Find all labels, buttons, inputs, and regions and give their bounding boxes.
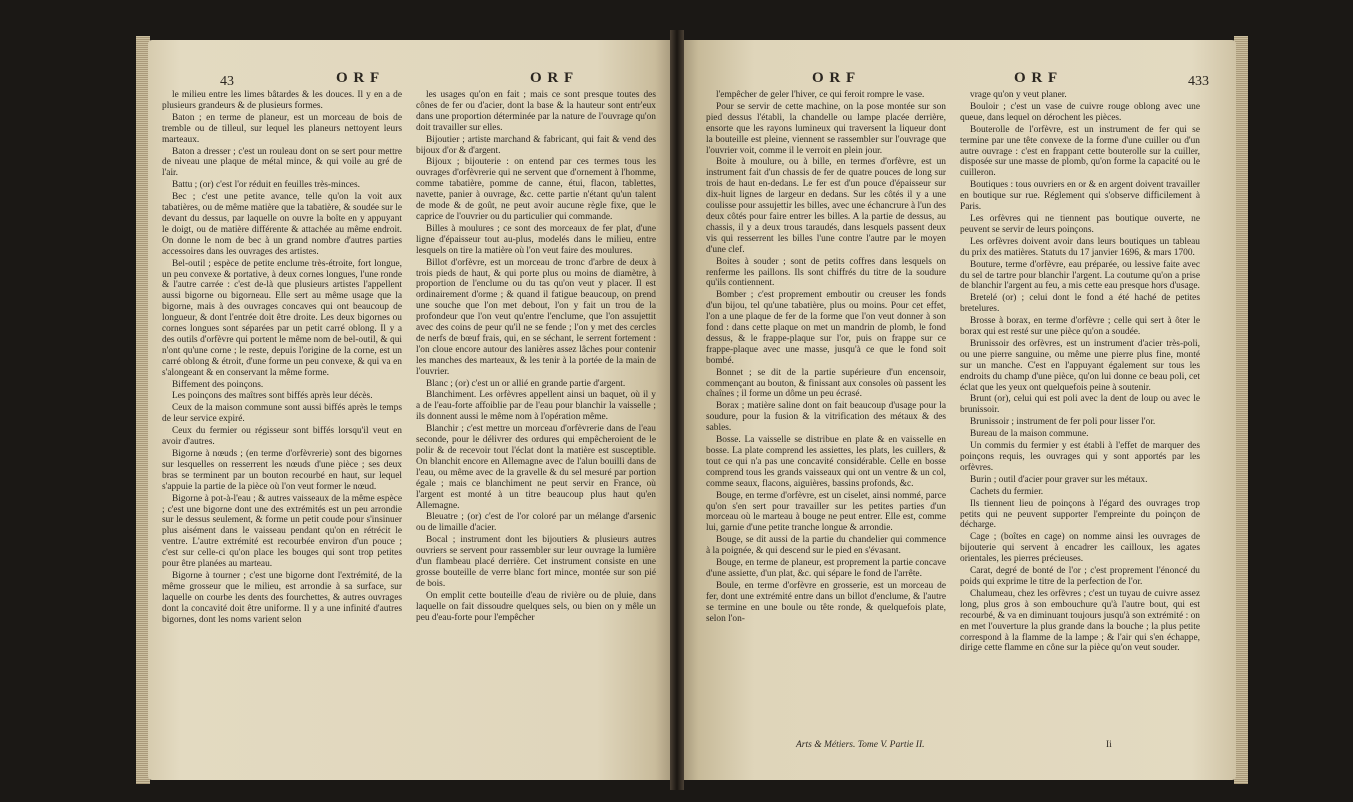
text-paragraph: Bel-outil ; espèce de petite enclume très-étroite, fort longue, un peu convexe & portative, à deux cornes longues, l'une ronde & l'autre carrée : c'est de-là que plusieurs artistes l'appellent aussi bigorne ou bigorneau. Elle sert au même usage que la bigorne, mais à des ouvrages concaves qui ont beaucoup de longueur, & dont l'entrée doit être droite. Les deux bigornes ou cornes longues sont séparées par un petit carré oblong. Il y a des outils d'orfèvre qui portent le même nom de bel-outil, & qui n'ont qu'une corne ; le reste, depuis l'origine de la corne, est un carré oblong & étroit, d'une forme un peu convexe, & qui va en s'alongeant & en conservant la même forme. <box>162 258 402 378</box>
text-paragraph: On emplit cette bouteille d'eau de rivière ou de pluie, dans laquelle on fait dissoudre quelques sels, ou bien on y mêle un peu d'eau-forte pour l'empêcher <box>416 590 656 623</box>
right-text-columns <box>706 90 1200 740</box>
text-paragraph: Boutiques : tous ouvriers en or & en argent doivent travailler en boutique sur rue. Réglement qui s'observe difficilement à Paris. <box>960 180 1200 213</box>
text-paragraph: Bigorne à tourner ; c'est une bigorne dont l'extrémité, de la même grosseur que le milieu, est arrondie à sa surface, sur laquelle on courbe les dents des fourchettes, & autres ouvrages dont la concavité doit être uniforme. Il y a une infinité d'autres bigornes, dont les noms varient selon <box>162 570 402 625</box>
signature-mark: Ii <box>1106 740 1112 750</box>
text-paragraph: le milieu entre les limes bâtardes & les douces. Il y en a de plusieurs grandeurs & de plusieurs formes. <box>162 90 402 111</box>
text-paragraph: Bouge, se dit aussi de la partie du chandelier qui commence à la poignée, & qui descend sur le pied en s'évasant. <box>706 535 946 557</box>
text-paragraph: Blanchir ; c'est mettre un morceau d'orfèvrerie dans de l'eau seconde, pour le délivrer des ordures qui empêcheroient de le polir & de recevoir tout l'éclat dont la matière est susceptible. On blanchit encore en Allemagne avec de l'alun bouilli dans de l'eau, ou même avec de la gravelle & du sel mesuré par portion égale ; mais ce blanchiment ne peut servir en France, où l'argent est monté à un titre beaucoup plus haut qu'en Allemagne. <box>416 424 656 511</box>
left-page <box>148 40 676 780</box>
text-paragraph: Les orfèvres doivent avoir dans leurs boutiques un tableau du prix des matières. Statuts du 17 janvier 1696, & mars 1700. <box>960 236 1200 258</box>
text-paragraph: Bureau de la maison commune. <box>970 429 1089 440</box>
text-paragraph: Boule, en terme d'orfèvre en grosserie, est un morceau de fer, dont une extrémité entre dans un billot d'enclume, & l'autre se termine en une boule ou tête ronde, & quelquefois plate, selon l'on- <box>706 580 946 624</box>
text-paragraph: Bouterolle de l'orfèvre, est un instrument de fer qui se termine par une tête convexe de la forme d'une cuiller ou d'un autre ouvrage : c'est en frappant cette bouterolle sur la cuiller, disposée sur une masse de plomb, qu'on forme la capacité ou le cuilleron. <box>960 124 1200 179</box>
left-running-head-1: O R F <box>336 70 381 86</box>
right-running-head-2: O R F <box>1014 70 1059 86</box>
text-paragraph: Les poinçons des maîtres sont biffés après leur décès. <box>172 391 373 402</box>
text-paragraph: Blanc ; (or) c'est un or allié en grande partie d'argent. <box>426 378 626 389</box>
text-paragraph: Bijoux ; bijouterie : on entend par ces termes tous les ouvrages d'orfèvrerie qui ne servent que d'ornement à l'homme, comme tabatière, pomme de canne, étui, flacon, tablettes, navette, panier à ouvrage, &c. cette partie n'étant qu'un talent de mode & de goût, ne peut avoir aucune règle fixe, que le caprice de l'ouvrier ou du particulier qui commande. <box>416 157 656 222</box>
text-paragraph: Bouture, terme d'orfèvre, eau préparée, ou lessive faite avec du sel de tartre pour blanchir l'argent. La coutume qu'on a prise de blanchir l'argent au feu, a mis cette eau presque hors d'usage. <box>960 259 1200 292</box>
text-paragraph: Bomber ; c'est proprement emboutir ou creuser les fonds d'un bijou, tel qu'une tabatière, plus ou moins. Pour cet effet, l'on a une plaque de fer de la forme que l'on veut donner à son fond : dans cette plaque on met un mandrin de plomb, le fond dessus, & le frappe-plaque sur l'or, puis on frappe sur ce frappe-plaque avec une masse, jusqu'à ce que le fond soit bombé. <box>706 290 946 366</box>
text-paragraph: Bec ; c'est une petite avance, telle qu'on la voit aux tabatières, ou de même matière que la tabatière, & soudée sur le devant du dessus, par laquelle on ouvre la boîte en y appuyant le doigt, ou de matière différente & attachée au même endroit. On donne le nom de bec à un grand nombre d'autres parties accessoires dans les ouvrages des artistes. <box>162 192 402 257</box>
left-running-head-2: O R F <box>530 70 575 86</box>
left-page-number: 43 <box>220 74 234 89</box>
text-paragraph: Baton a dresser ; c'est un rouleau dont on se sert pour mettre de niveau une plaque de métal mince, & qui voile au gré de l'air. <box>162 146 402 179</box>
text-paragraph: Bleuatre ; (or) c'est de l'or coloré par un mélange d'arsenic ou de limaille d'acier. <box>416 512 656 534</box>
left-column-1 <box>162 90 402 740</box>
right-page-edges <box>1234 36 1248 784</box>
text-paragraph: Brosse à borax, en terme d'orfèvre ; celle qui sert à ôter le borax qui est resté sur une pièce qu'on a soudée. <box>960 316 1200 338</box>
left-column-2 <box>416 90 656 740</box>
text-paragraph: Ceux de la maison commune sont aussi biffés après le temps de leur service expiré. <box>162 403 402 425</box>
text-paragraph: Chalumeau, chez les orfèvres ; c'est un tuyau de cuivre assez long, plus gros à son embouchure qu'à l'autre bout, qui est recourbé, & va en diminuant toujours jusqu'à son extrémité : on en met l'ouverture la plus grande dans la bouche ; la plus petite correspond à la flamme de la lampe ; & l'air qui s'en échappe, dirige cette flamme en cône sur la pièce qu'on veut souder. <box>960 588 1200 654</box>
text-paragraph: Les orfèvres qui ne tiennent pas boutique ouverte, ne peuvent se servir de leurs poinçons. <box>960 213 1200 235</box>
text-paragraph: Bouloir ; c'est un vase de cuivre rouge oblong avec une queue, dans lequel on dérochent les pièces. <box>960 101 1200 123</box>
text-paragraph: Bouge, en terme de planeur, est proprement la partie concave d'une assiette, d'un plat, &c. qui sépare le fond de l'arrête. <box>706 558 946 579</box>
text-paragraph: Bouge, en terme d'orfèvre, est un ciselet, ainsi nommé, parce qu'on s'en sert pour travailler sur les petites parties d'un morceau où le marteau à bouge ne peut entrer. Elle est, comme lui, garnie d'une petite tranche longue & arrondie. <box>706 490 946 534</box>
text-paragraph: Boites à souder ; sont de petits coffres dans lesquels on renferme les paillons. Ils sont chiffrés du titre de la soudure qu'ils contiennent. <box>706 256 946 289</box>
text-paragraph: l'empêcher de geler l'hiver, ce qui feroit rompre le vase. <box>716 90 925 100</box>
text-paragraph: Ceux du fermier ou régisseur sont biffés lorsqu'il veut en avoir d'autres. <box>162 426 402 448</box>
right-page-number: 433 <box>1188 74 1209 89</box>
left-text-columns <box>162 90 656 740</box>
text-paragraph: Billes à moulures ; ce sont des morceaux de fer plat, d'une ligne d'épaisseur tout au-plus, modelés dans le milieu, entre lesquels on tire la matière où l'on veut faire des moulures. <box>416 223 656 256</box>
text-paragraph: vrage qu'on y veut planer. <box>970 90 1067 100</box>
text-paragraph: Ils tiennent lieu de poinçons à l'égard des ouvrages trop petits qui ne peuvent supporter l'empreinte du poinçon de décharge. <box>960 498 1200 531</box>
text-paragraph: Bonnet ; se dit de la partie supérieure d'un encensoir, commençant au bouton, & finissant aux consoles où passent les chaînes ; il forme un dôme un peu écrasé. <box>706 367 946 400</box>
text-paragraph: Blanchiment. Les orfèvres appellent ainsi un baquet, où il y a de l'eau-forte affoiblie par de l'eau pour blanchir la vaisselle ; ils donnent aussi le même nom à l'opération même. <box>416 390 656 423</box>
text-paragraph: Bigorne à pot-à-l'eau ; & autres vaisseaux de la même espèce ; c'est une bigorne dont une des extrémités est un peu arrondie sur le dessus seulement, & forme un petit coude pour s'insinuer plus aisément dans le vaisseau pendant qu'on en rétrécit le ventre. L'autre extrémité est recourbée environ d'un pouce ; c'est sur celle-ci qu'on place les bouges qui sont trop petites pour être planées au marteau. <box>162 493 402 570</box>
right-page <box>676 40 1236 780</box>
text-paragraph: Battu ; (or) c'est l'or réduit en feuilles très-minces. <box>172 180 360 191</box>
text-paragraph: Un commis du fermier y est établi à l'effet de marquer des poinçons requis, les ouvrages qui y sont apportés par les orfèvres. <box>960 441 1200 473</box>
text-paragraph: Boite à moulure, ou à bille, en termes d'orfèvre, est un instrument fait d'un chassis de fer de quatre pouces de long sur trois de haut en-dedans. Le fer est d'un pouce d'épaisseur sur dix-huit lignes de largeur en dedans. Sur les côtés il y a une coulisse pour assujettir les billes, avec une échancrure à l'un des deux côtés pour faire entrer les billes. A la partie de dessus, au chassis, il y a deux trous taraudés, dans lesquels passent deux vis qui resserrent les billes l'une contre l'autre par le moyen d'une clef. <box>706 157 946 255</box>
text-paragraph: Bocal ; instrument dont les bijoutiers & plusieurs autres ouvriers se servent pour rassembler sur leur ouvrage la lumière d'un flambeau placé derrière. Cet instrument consiste en une grosse bouteille de verre blanc fort mince, montée sur son pié de bois. <box>416 535 656 589</box>
text-paragraph: Borax ; matière saline dont on fait beaucoup d'usage pour la soudure, pour la fusion & la vitrification des métaux & des sables. <box>706 401 946 434</box>
text-paragraph: Biffement des poinçons. <box>172 379 264 390</box>
book-gutter <box>670 30 684 790</box>
text-paragraph: Bigorne à nœuds ; (en terme d'orfèvrerie) sont des bigornes sur lesquelles on resserrent les nœuds d'une pièce ; ses deux bras se terminent par un bouton recourbé en haut, sur lequel s'appuie la partie de la pièce où l'on veut former le nœud. <box>162 449 402 492</box>
right-column-1 <box>706 90 946 740</box>
page-footer: Arts & Métiers. Tome V. Partie II. <box>796 740 925 750</box>
text-paragraph: Brunissoir ; instrument de fer poli pour lisser l'or. <box>970 417 1156 428</box>
text-paragraph: Brunissoir des orfèvres, est un instrument d'acier très-poli, ou une pierre sanguine, ou même une pierre plus fine, monté sur un manche. C'est en l'appuyant également sur tous les endroits du champ d'une pièce, qu'on lui donne ce beau poli, cet éclat que les yeux ont quelquefois peine à soutenir. <box>960 338 1200 393</box>
text-paragraph: Burin ; outil d'acier pour graver sur les métaux. <box>970 474 1148 485</box>
right-column-2 <box>960 90 1200 740</box>
text-paragraph: Billot d'orfèvre, est un morceau de tronc d'arbre de deux à trois pieds de haut, & qui porte plus ou moins de diamètre, à proportion de l'enclume ou du tas qu'on veut y placer. Il est ordinairement d'orme ; & quand il fatigue beaucoup, on prend une souche que l'on met debout, l'on y fait un trou de la profondeur que l'on veut qu'entre l'enclume, que l'on assujettit avec des coins de peur qu'il ne se fende ; l'on y met des cercles de nerfs de bœuf frais, qui, en se séchant, le serrent fortement : l'on cloue encore autour des lanières assez lâches pour contenir les manches des marteaux, & les tenir à la portée de la main de l'ouvrier. <box>416 257 656 377</box>
text-paragraph: Bosse. La vaisselle se distribue en plate & en vaisselle en bosse. La plate comprend les assiettes, les plats, les cuillers, & tout ce qui n'a pas une concavité considérable. Celle en bosse comprend tous les grands vaisseaux qui ont un ventre & un col, comme seaux, flacons, aiguières, bassins profonds, &c. <box>706 435 946 489</box>
text-paragraph: Bijoutier ; artiste marchand & fabricant, qui fait & vend des bijoux d'or & d'argent. <box>416 134 656 156</box>
text-paragraph: les usages qu'on en fait ; mais ce sont presque toutes des cônes de fer ou d'acier, dont la base & la hauteur sont entr'eux dans une proportion déterminée par la nature de l'ouvrage qu'on doit travailler sur elles. <box>416 90 656 133</box>
text-paragraph: Brunt (or), celui qui est poli avec la dent de loup ou avec le brunissoir. <box>960 394 1200 416</box>
right-running-head-1: O R F <box>812 70 857 86</box>
text-paragraph: Cachets du fermier. <box>970 486 1044 497</box>
text-paragraph: Baton ; en terme de planeur, est un morceau de bois de tremble ou de tilleul, sur lequel les planeurs nettoyent leurs marteaux. <box>162 112 402 145</box>
text-paragraph: Pour se servir de cette machine, on la pose montée sur son pied dessus l'établi, la chandelle ou lampe placée derrière, ensorte que les rayons lumineux qui traversent la liqueur dont la bouteille est pleine, viennent se rassembler sur l'ouvrage que l'ouvrier voit, comme il le verroit en plein jour. <box>706 101 946 156</box>
text-paragraph: Bretelé (or) ; celui dont le fond a été haché de petites bretelures. <box>960 293 1200 315</box>
text-paragraph: Cage ; (boîtes en cage) on nomme ainsi les ouvrages de bijouterie qui servent à encadrer les cailloux, les agates orientales, les pierres précieuses. <box>960 532 1200 565</box>
text-paragraph: Carat, degré de bonté de l'or ; c'est proprement l'énoncé du poids qui exprime le titre de la perfection de l'or. <box>960 566 1200 587</box>
